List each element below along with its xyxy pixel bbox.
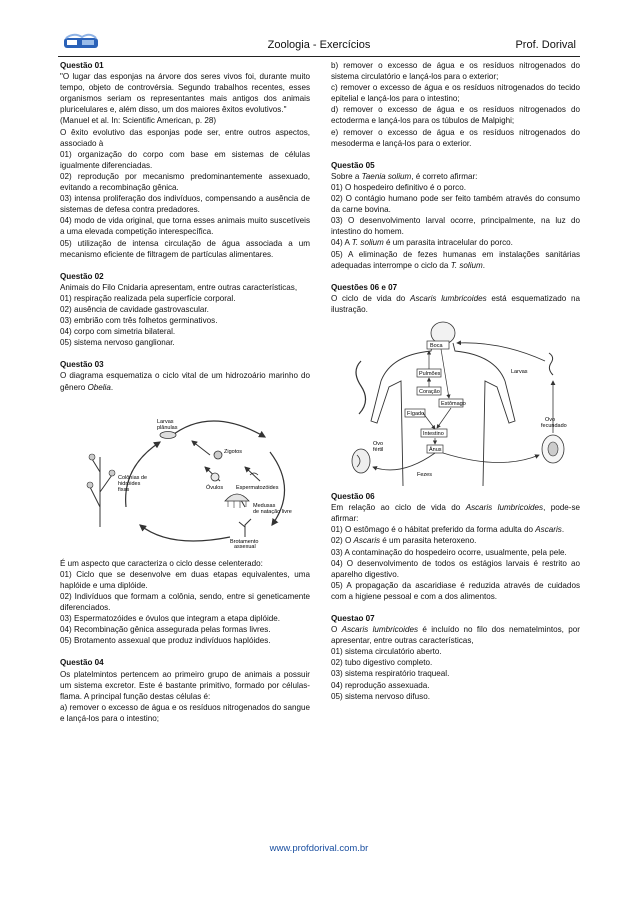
question-05-stem: Sobre a Taenia solium, é correto afirmar: (331, 171, 478, 181)
question-05-option-03: 03) O desenvolvimento larval ocorre, principalmente, na luz do intestino do homem. (331, 216, 580, 237)
question-03-option-02: 02) Indivíduos que formam a colônia, sendo, entre si geneticamente diferenciados. (60, 592, 310, 613)
question-01-source: (Manuel et al. In: Scientific American, p. 28) (60, 116, 217, 126)
question-03-after: É um aspecto que caracteriza o ciclo desse celenterado: (60, 558, 263, 568)
page-author: Prof. Dorival (515, 39, 576, 51)
question-06-stem: Em relação ao ciclo de vida do Ascaris lumbricoides, pode-se afirmar: (331, 503, 580, 524)
label-colonias-2: hidróides (118, 480, 141, 487)
label-coracao: Coração (419, 388, 440, 395)
question-06-option-05: 05) A propagação da ascaridiase é reduzida através de cuidados com a higiene pessoal e com a dos alimentos. (331, 580, 580, 601)
question-01-option-03: 03) intensa proliferação dos indivíduos, compensando a ausência de sistemas de defesa contra predadores. (60, 194, 310, 215)
obelia-life-cycle-diagram (60, 397, 310, 549)
question-07-option-04: 04) reprodução assexuada. (331, 680, 430, 690)
label-intestino: Intestino (423, 430, 444, 437)
question-05-option-01: 01) O hospedeiro definitivo é o porco. (331, 182, 466, 192)
label-brotamento-1: Brotamento (230, 538, 259, 545)
question-02-option-05: 05) sistema nervoso ganglionar. (60, 338, 175, 348)
question-04-option-a: a) remover o excesso de água e os resíduos nitrogenados do sangue e lançá-los para o intestino; (60, 702, 310, 723)
question-06-option-03: 03) A contaminação do hospedeiro ocorre, usualmente, pela pele. (331, 547, 567, 557)
label-medusas-2: de natação livre (253, 508, 292, 515)
label-ovo-fecundado-1: Ovo (545, 416, 556, 423)
label-ovo-fecundado-2: fecundado (541, 422, 567, 429)
question-02-option-01: 01) respiração realizada pela superfície corporal. (60, 293, 236, 303)
question-01-heading: Questão 01 (60, 61, 104, 70)
left-column (60, 60, 310, 724)
label-planulas: plânulas (157, 424, 178, 431)
question-07-option-02: 02) tubo digestivo completo. (331, 658, 433, 668)
question-07-heading: Questao 07 (331, 614, 375, 623)
question-06-option-04: 04) O desenvolvimento de todos os estágios larvais é restrito ao aparelho digestivo. (331, 558, 580, 579)
question-01-option-04: 04) modo de vida original, que torna esses animais muito suscetíveis a uma elevada competição interespecífica. (60, 216, 310, 237)
question-02-option-02: 02) ausência de cavidade gastrovascular. (60, 304, 209, 314)
question-02-option-04: 04) corpo com simetria bilateral. (60, 327, 176, 337)
question-03-option-05: 05) Brotamento assexual que produz indivíduos haplóides. (60, 636, 271, 646)
label-medusas-1: Medusas (253, 502, 276, 509)
label-ovulos: Óvulos (206, 484, 224, 491)
question-05-option-05: 05) A eliminação de fezes humanas em instalações sanitárias adequadas interrompe o ciclo da T. solium. (331, 249, 580, 270)
question-05-heading: Questão 05 (331, 160, 375, 170)
label-ovo-fertil-2: fértil (373, 446, 384, 453)
question-06-07-heading: Questões 06 e 07 (331, 282, 398, 292)
question-03-heading: Questão 03 (60, 360, 104, 370)
question-06-07-stem: O ciclo de vida do Ascaris lumbricoides está esquematizado na ilustração. (331, 293, 580, 314)
question-03-stem: O diagrama esquematiza o ciclo vital de um hidrozoário marinho do gênero Obelia. (60, 371, 310, 392)
label-estomago: Estômago (441, 400, 466, 407)
label-colonias-1: Colônias de (118, 474, 148, 481)
question-01-stem: O êxito evolutivo das esponjas pode ser, entre outros aspectos, associado à (60, 127, 310, 148)
question-01-intro: "O lugar das esponjas na árvore dos seres vivos foi, durante muito tempo, objeto de controvérsia. Segundo trabalhos recentes, esses organismos seriam os representantes mais antigos dos animais pluricelulares e, além disso, um dos maiores êxitos evolutivos." (60, 72, 310, 115)
genus-obelia: Obelia (87, 382, 111, 392)
label-espermatozoides: Espermatozóides (236, 484, 279, 491)
label-larvas: Larvas (511, 368, 528, 375)
question-01-option-05: 05) utilização de intensa circulação de água associada a um mecanismo eficiente de filtragem de partículas alimentares. (60, 238, 310, 259)
question-02-option-03: 03) embrião com três folhetos germinativos. (60, 316, 218, 326)
question-06-option-01: 01) O estômago é o hábitat preferido da forma adulta do Ascaris. (331, 525, 565, 535)
question-01-option-01: 01) organização do corpo com base em sistemas de células igualmente diferenciadas. (60, 149, 310, 170)
question-02-heading: Questão 02 (60, 271, 104, 281)
ascaris-life-cycle-diagram (331, 321, 580, 486)
label-fezes: Fezes (417, 471, 432, 478)
question-07-stem: O Ascaris lumbricoides é incluído no filo dos nematelmintos, por apresentar, entre outras características, (331, 625, 580, 646)
question-04-option-d: d) remover o excesso de água e os resíduos nitrogenados do ectoderma e lançá-los para os túbulos de Malpighi; (331, 105, 580, 126)
question-06-option-02: 02) O Ascaris é um parasita heteroxeno. (331, 536, 477, 546)
footer-link[interactable]: www.profdorival.com.br (269, 843, 369, 854)
question-02-stem: Animais do Filo Cnidaria apresentam, entre outras características, (60, 282, 298, 292)
label-zigotos: Zigotos (224, 448, 243, 455)
question-07-option-03: 03) sistema respiratório traqueal. (331, 669, 450, 679)
label-larvas: Larvas (157, 418, 174, 425)
question-04-heading: Questão 04 (60, 658, 104, 668)
label-figado: Fígado (407, 410, 425, 417)
label-ovo-fertil-1: Ovo (373, 440, 384, 447)
question-06-heading: Questão 06 (331, 492, 375, 502)
question-03-option-04: 04) Recombinação gênica assegurada pelas formas livres. (60, 625, 271, 635)
question-07-option-05: 05) sistema nervoso difuso. (331, 691, 430, 701)
label-colonias-3: fixas (118, 486, 130, 493)
label-boca: Boca (430, 342, 443, 349)
question-07-option-01: 01) sistema circulatório aberto. (331, 647, 442, 657)
right-column (331, 60, 580, 702)
question-04-stem: Os platelmintos pertencem ao primeiro grupo de animais a possuir um sistema excretor. Este é bastante primitivo, formado por células-flama. A principal função destas células é: (60, 669, 310, 701)
question-05-option-02: 02) O contágio humano pode ser feito também através do consumo da carne bovina. (331, 194, 580, 215)
question-04-option-b: b) remover o excesso de água e os resíduos nitrogenados do sistema circulatório e lançá-los para o exterior; (331, 61, 580, 82)
label-brotamento-2: assexual (234, 543, 256, 549)
label-anus: Ânus (429, 446, 442, 453)
page-title: Zoologia - Exercícios (267, 39, 371, 51)
label-pulmoes: Pulmões (419, 370, 441, 377)
question-03-option-03: 03) Espermatozóides e óvulos que integram a etapa diplóide. (60, 614, 281, 624)
question-01-option-02: 02) reprodução por mecanismo predominantemente assexuado, evitando a recombinação gênica. (60, 171, 310, 193)
question-05-option-04: 04) A T. solium é um parasita intracelular do porco. (331, 238, 513, 248)
question-04-option-e: e) remover o excesso de água e os resíduos nitrogenados do mesoderma e lançá-los para o exterior. (331, 127, 580, 148)
question-03-option-01: 01) Ciclo que se desenvolve em duas etapas equivalentes, uma haplóide e uma diplóide. (60, 569, 310, 590)
page-header (58, 30, 580, 57)
question-04-option-c: c) remover o excesso de água e os resíduos nitrogenados do tecido epitelial e lançá-los para o intestino; (331, 83, 580, 104)
